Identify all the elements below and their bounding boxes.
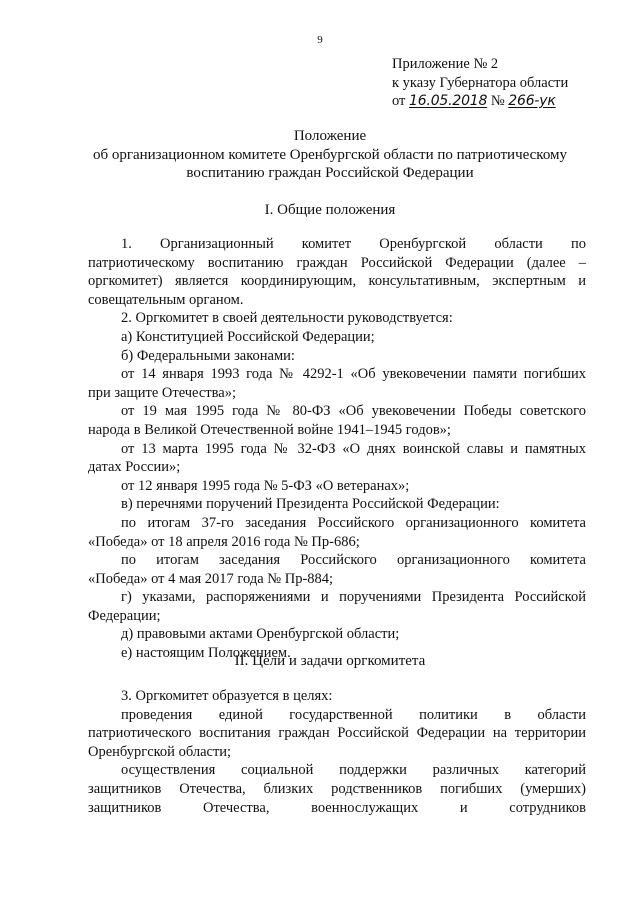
text-line: от 19 мая 1995 года № 80-ФЗ «Об увековечении Победы советского xyxy=(121,403,586,420)
text-line: защитников Отечества, близких родственников погибших (умерших) xyxy=(88,780,586,797)
page-number: 9 xyxy=(317,34,323,46)
text-line: от 12 января 1995 года № 5-ФЗ «О ветеранах»; xyxy=(121,477,410,494)
section-body-general xyxy=(88,235,586,663)
text-line: по итогам 37-го заседания Российского организационного комитета xyxy=(121,514,586,531)
title-line: Положение xyxy=(293,128,367,144)
document-title xyxy=(70,127,590,183)
title-line: воспитанию граждан Российской Федерации xyxy=(186,165,474,181)
text-line: в) перечнями поручений Президента Российской Федерации: xyxy=(121,496,500,513)
text-line: д) правовыми актами Оренбургской области; xyxy=(121,626,400,643)
text-line: г) указами, распоряжениями и поручениями Президента Российской xyxy=(121,589,586,606)
text-line: патриотического воспитания граждан Российской Федерации на территории xyxy=(88,725,586,742)
text-line: совещательным органом. xyxy=(88,291,244,308)
section-heading-general: I. Общие положения xyxy=(264,202,396,218)
text-line: от 13 марта 1995 года № 32-ФЗ «О днях воинской славы и памятных xyxy=(121,440,586,457)
appendix-date-line xyxy=(392,92,622,111)
text-line: по итогам заседания Российского организационного комитета xyxy=(121,552,586,569)
text-line: при защите Отечества»; xyxy=(88,384,236,401)
text-line: «Победа» от 18 апреля 2016 года № Пр-686; xyxy=(88,533,360,550)
appendix-block xyxy=(392,55,622,111)
section-body-goals xyxy=(88,687,586,817)
text-line: 1. Организационный комитет Оренбургской области по xyxy=(121,236,586,252)
text-line: защитников Отечества, военнослужащих и сотрудников xyxy=(88,799,586,816)
text-line: проведения единой государственной политики в области xyxy=(121,706,586,723)
text-line: осуществления социальной поддержки различных категорий xyxy=(121,762,586,779)
text-line: Федерации; xyxy=(88,607,161,624)
text-line: Оренбургской области; xyxy=(88,743,232,760)
handwritten-number: 266-ук xyxy=(508,93,556,109)
text-line: е) настоящим Положением. xyxy=(121,645,291,662)
appendix-line: к указу Губернатора области xyxy=(392,74,569,91)
from-prefix: от xyxy=(392,93,406,109)
text-line: патриотическому воспитанию граждан Российской Федерации (далее – xyxy=(88,254,586,271)
text-line: а) Конституцией Российской Федерации; xyxy=(121,328,375,345)
title-line: об организационном комитете Оренбургской области по патриотическому xyxy=(92,146,568,163)
handwritten-date: 16.05.2018 xyxy=(409,93,488,109)
text-line: оргкомитет) является координирующим, консультативным, экспертным и xyxy=(88,273,586,290)
text-line: от 14 января 1993 года № 4292-1 «Об увековечении памяти погибших xyxy=(121,366,586,383)
text-line: 3. Оргкомитет образуется в целях: xyxy=(121,688,333,704)
text-line: датах России»; xyxy=(88,459,181,476)
text-line: 2. Оргкомитет в своей деятельности руководствуется: xyxy=(121,310,453,327)
text-line: народа в Великой Отечественной войне 1941–1945 годов»; xyxy=(88,421,451,438)
appendix-line: Приложение № 2 xyxy=(392,56,499,72)
section-heading-goals: II. Цели и задачи оргкомитета xyxy=(234,653,426,669)
text-line: б) Федеральными законами: xyxy=(121,347,295,364)
number-prefix: № xyxy=(490,93,505,109)
text-line: «Победа» от 4 мая 2017 года № Пр-884; xyxy=(88,570,334,587)
